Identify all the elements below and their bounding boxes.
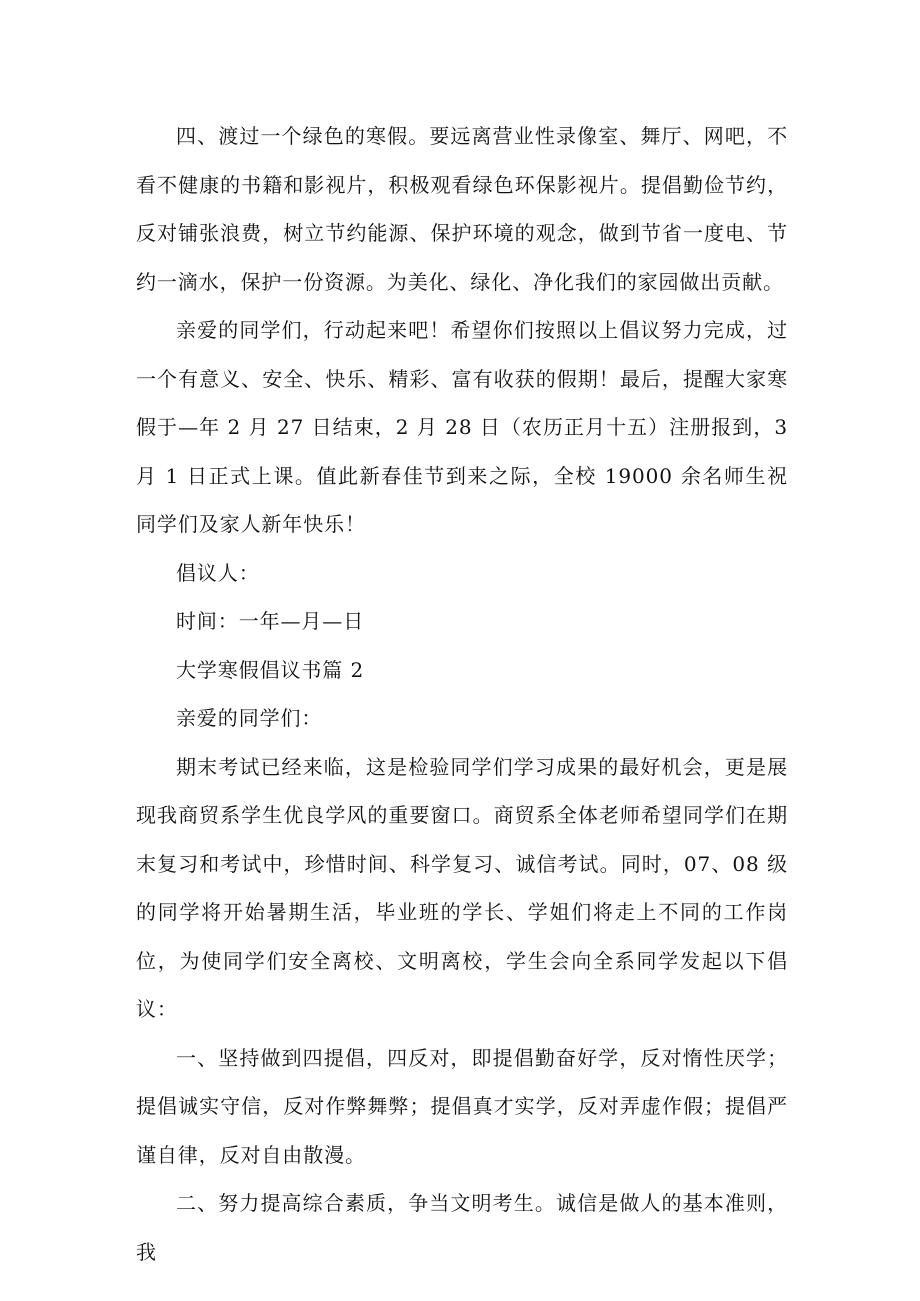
proposer-line: 倡议人： bbox=[176, 560, 260, 585]
document-body bbox=[136, 112, 788, 1276]
paragraph-exam-intro: 期末考试已经来临，这是检验同学们学习成果的最好机会，更是展现我商贸系学生优良学风的重要窗口。商贸系全体老师希望同学们在期末复习和考试中，珍惜时间、科学复习、诚信考试。同时，07、08 级的同学将开始暑期生活，毕业班的学长、学姐们将走上不同的工作岗位，为使同学们安全离校、文明离校，学生会向全系同学发起以下倡议： bbox=[136, 754, 788, 1021]
paragraph-green-winter-break: 四、渡过一个绿色的寒假。要远离营业性录像室、舞厅、网吧，不看不健康的书籍和影视片，积极观看绿色环保影视片。提倡勤俭节约，反对铺张浪费，树立节约能源、保护环境的观念，做到节省一度电、节约一滴水，保护一份资源。为美化、绿化、净化我们的家园做出贡献。 bbox=[136, 124, 788, 294]
section-title: 大学寒假倡议书篇 2 bbox=[176, 657, 365, 682]
date-line: 时间：一年—月—日 bbox=[176, 609, 365, 633]
paragraph-item-one: 一、坚持做到四提倡，四反对，即提倡勤奋好学，反对惰性厌学；提倡诚实守信，反对作弊舞弊；提倡真才实学，反对弄虚作假；提倡严谨自律，反对自由散漫。 bbox=[136, 1045, 788, 1167]
paragraph-item-two: 二、努力提高综合素质，争当文明考生。诚信是做人的基本准则，我 bbox=[136, 1191, 788, 1264]
paragraph-call-to-action: 亲爱的同学们，行动起来吧！希望你们按照以上倡议努力完成，过一个有意义、安全、快乐、精彩、富有收获的假期！最后，提醒大家寒假于—年 2 月 27 日结束，2 月 28 日（农历正月十五）注册报到，3 月 1 日正式上课。值此新春佳节到来之际，全校 19000 余名师生祝同学们及家人新年快乐！ bbox=[136, 318, 788, 536]
salutation: 亲爱的同学们： bbox=[176, 706, 323, 730]
